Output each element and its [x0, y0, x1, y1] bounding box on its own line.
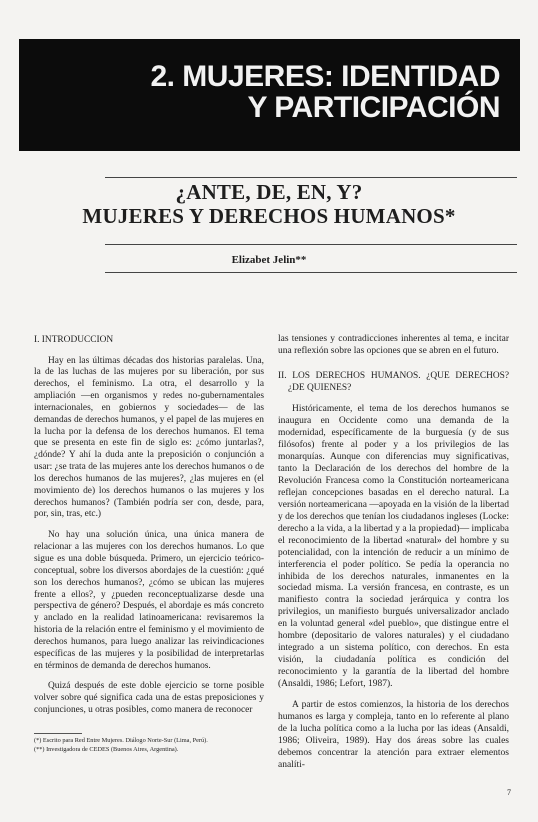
author-name: Elizabet Jelin** — [231, 254, 307, 266]
paragraph: Hay en las últimas décadas dos historias paralelas. Una, la de las luchas de las mujeres por su liberación, por sus derechos, el feminismo. La otra, el desarrollo y la ampliación —en organismos y redes no-gubernamentales internacionales, en gobiernos y sociedades— de las demandas de derechos humanos, y el papel de las mujeres en la lucha por la defensa de los derechos humanos. El tema que se presenta en este fin de siglo es: ¿cómo juntarlas?, ¿dónde? Y ahí la duda ante la preposición o conjunción a usar: ¿se trata de las mujeres ante los derechos humanos o de los derechos humanos de las mujeres?, ¿las mujeres en (el movimiento de) los derechos humanos o las mujeres y los derechos humanos? (También podría ser con, desde, para, por, sin, tras, etc.) — [34, 355, 264, 520]
page-number: 7 — [507, 788, 511, 797]
section-heading-intro: I. INTRODUCCION — [34, 335, 114, 345]
footnote: (**) Investigadora de CEDES (Buenos Aires, Argentina). — [34, 745, 179, 753]
footnote: (*) Escrito para Red Entre Mujeres. Diálogo Norte-Sur (Lima, Perú). — [34, 737, 208, 744]
title-top-rule — [105, 177, 517, 178]
banner-line-1: 2. MUJERES: IDENTIDAD — [150, 60, 500, 93]
paragraph: No hay una solución única, una única manera de relacionar a las mujeres con los derechos humanos. Lo que sigue es una doble búsqueda. Primero, un ejercicio teórico-conceptual, sobre los diversos abordajes de la cuestión: ¿qué son los derechos humanos?, ¿cómo se ubican las mujeres frente a ellos?, y ¿pueden reconceptualizarse desde una perspectiva de género? Después, el abordaje es más concreto y anclado en la realidad latinoamericana: revisaremos la historia de la relación entre el feminismo y el movimiento de derechos humanos, para luego analizar las reivindicaciones específicas de las mujeres y la posibilidad de interpretarlas en términos de demanda de derechos humanos. — [34, 530, 264, 671]
title-line-2: MUJERES Y DERECHOS HUMANOS* — [82, 204, 456, 228]
footnote-rule — [34, 733, 82, 734]
section-heading-rights: II. LOS DERECHOS HUMANOS. ¿QUE DERECHOS? ¿DE QUIENES? — [278, 370, 509, 394]
title-bottom-rule — [105, 244, 517, 245]
section-banner — [19, 39, 520, 151]
footnotes — [34, 737, 264, 754]
right-column — [278, 334, 509, 781]
paragraph: Históricamente, el tema de los derechos humanos se inaugura en Occidente como una demanda de la modernidad, específicamente de la burguesía (y de sus filósofos) frente al poder y a los privilegios de las monarquías. Aunque con diferencias muy significativas, tanto la Declaración de los derechos del hombre de la Revolución Francesa como la Constitución norteamericana reflejan concepciones basadas en el derecho natural. La versión norteamericana —apoyada en la visión de la libertad y de los derechos que tenían los ciudadanos ingleses (Locke: derecho a la vida, a la libertad y a la propiedad)— implicaba el reconocimiento de la libertad «natural» del hombre y su potencialidad, con la intención de reducir a un mínimo de interferencia el poder político. Se pedía la operancia no inhibida de los derechos naturales, inmanentes en la sociedad misma. La versión francesa, en contraste, es un manifiesto contra la sociedad jerárquica y contra los privilegios, un manifiesto burgués universalizador anclado en la voluntad general «del pueblo», que distingue entre el hombre (depositario de valores naturales) y el ciudadano integrado a un sistema político, con derechos. En esta visión, la ciudadanía política es condición del reconocimiento y la garantía de la libertad del hombre (Ansaldi, 1986; Lefort, 1987). — [278, 403, 509, 690]
author-rule — [105, 272, 517, 273]
title-line-1: ¿ANTE, DE, EN, Y? — [175, 180, 363, 204]
paragraph: A partir de estos comienzos, la historia de los derechos humanos es larga y compleja, tanto en lo referente al plano de la lucha política como a la lucha por las ideas (Ansaldi, 1986; Oliveira, 1989). Hay dos áreas sobre las cuales debemos concentrar la atención para extraer elementos analíti- — [278, 700, 509, 771]
paragraph-continuation: las tensiones y contradicciones inherentes al tema, e incitar una reflexión sobre las opciones que se abren en el futuro. — [278, 334, 509, 356]
article-title — [0, 180, 538, 228]
banner-line-2: Y PARTICIPACIÓN — [247, 91, 500, 124]
paragraph: Quizá después de este doble ejercicio se torne posible volver sobre qué significa cada una de estas preposiciones y conjunciones, u otras posibles, como manera de reconocer — [34, 681, 264, 716]
left-column — [34, 334, 264, 726]
